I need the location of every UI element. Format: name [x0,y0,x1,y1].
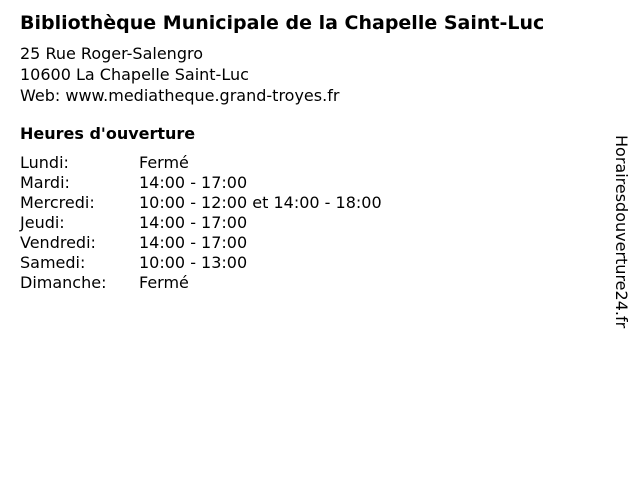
hours-row-wednesday [20,193,382,213]
hours-value: Fermé [139,153,189,172]
day-label: Lundi: [20,153,69,172]
hours-row-saturday [20,253,382,273]
hours-row-friday [20,233,382,253]
day-label: Mercredi: [20,193,95,212]
hours-value: Fermé [139,273,189,292]
website-line: Web: www.mediatheque.grand-troyes.fr [20,86,340,105]
hours-value: 14:00 - 17:00 [139,233,248,252]
hours-row-thursday [20,213,382,233]
opening-hours-heading: Heures d'ouverture [20,124,196,143]
day-label: Vendredi: [20,233,96,252]
day-label: Mardi: [20,173,70,192]
city-address: 10600 La Chapelle Saint-Luc [20,65,249,84]
hours-value: 14:00 - 17:00 [139,173,248,192]
street-address: 25 Rue Roger-Salengro [20,44,203,63]
opening-hours-table [20,153,382,293]
address-block [20,43,339,106]
day-label: Jeudi: [20,213,65,232]
day-label: Samedi: [20,253,86,272]
hours-value: 14:00 - 17:00 [139,213,248,232]
page-title: Bibliothèque Municipale de la Chapelle Saint-Luc [20,12,545,34]
brand-watermark-text: Horairesdouverture24.fr [612,135,631,329]
hours-row-tuesday [20,173,382,193]
hours-row-sunday [20,273,382,293]
hours-value: 10:00 - 12:00 et 14:00 - 18:00 [139,193,382,212]
day-label: Dimanche: [20,273,107,292]
hours-value: 10:00 - 13:00 [139,253,248,272]
hours-row-monday [20,153,382,173]
